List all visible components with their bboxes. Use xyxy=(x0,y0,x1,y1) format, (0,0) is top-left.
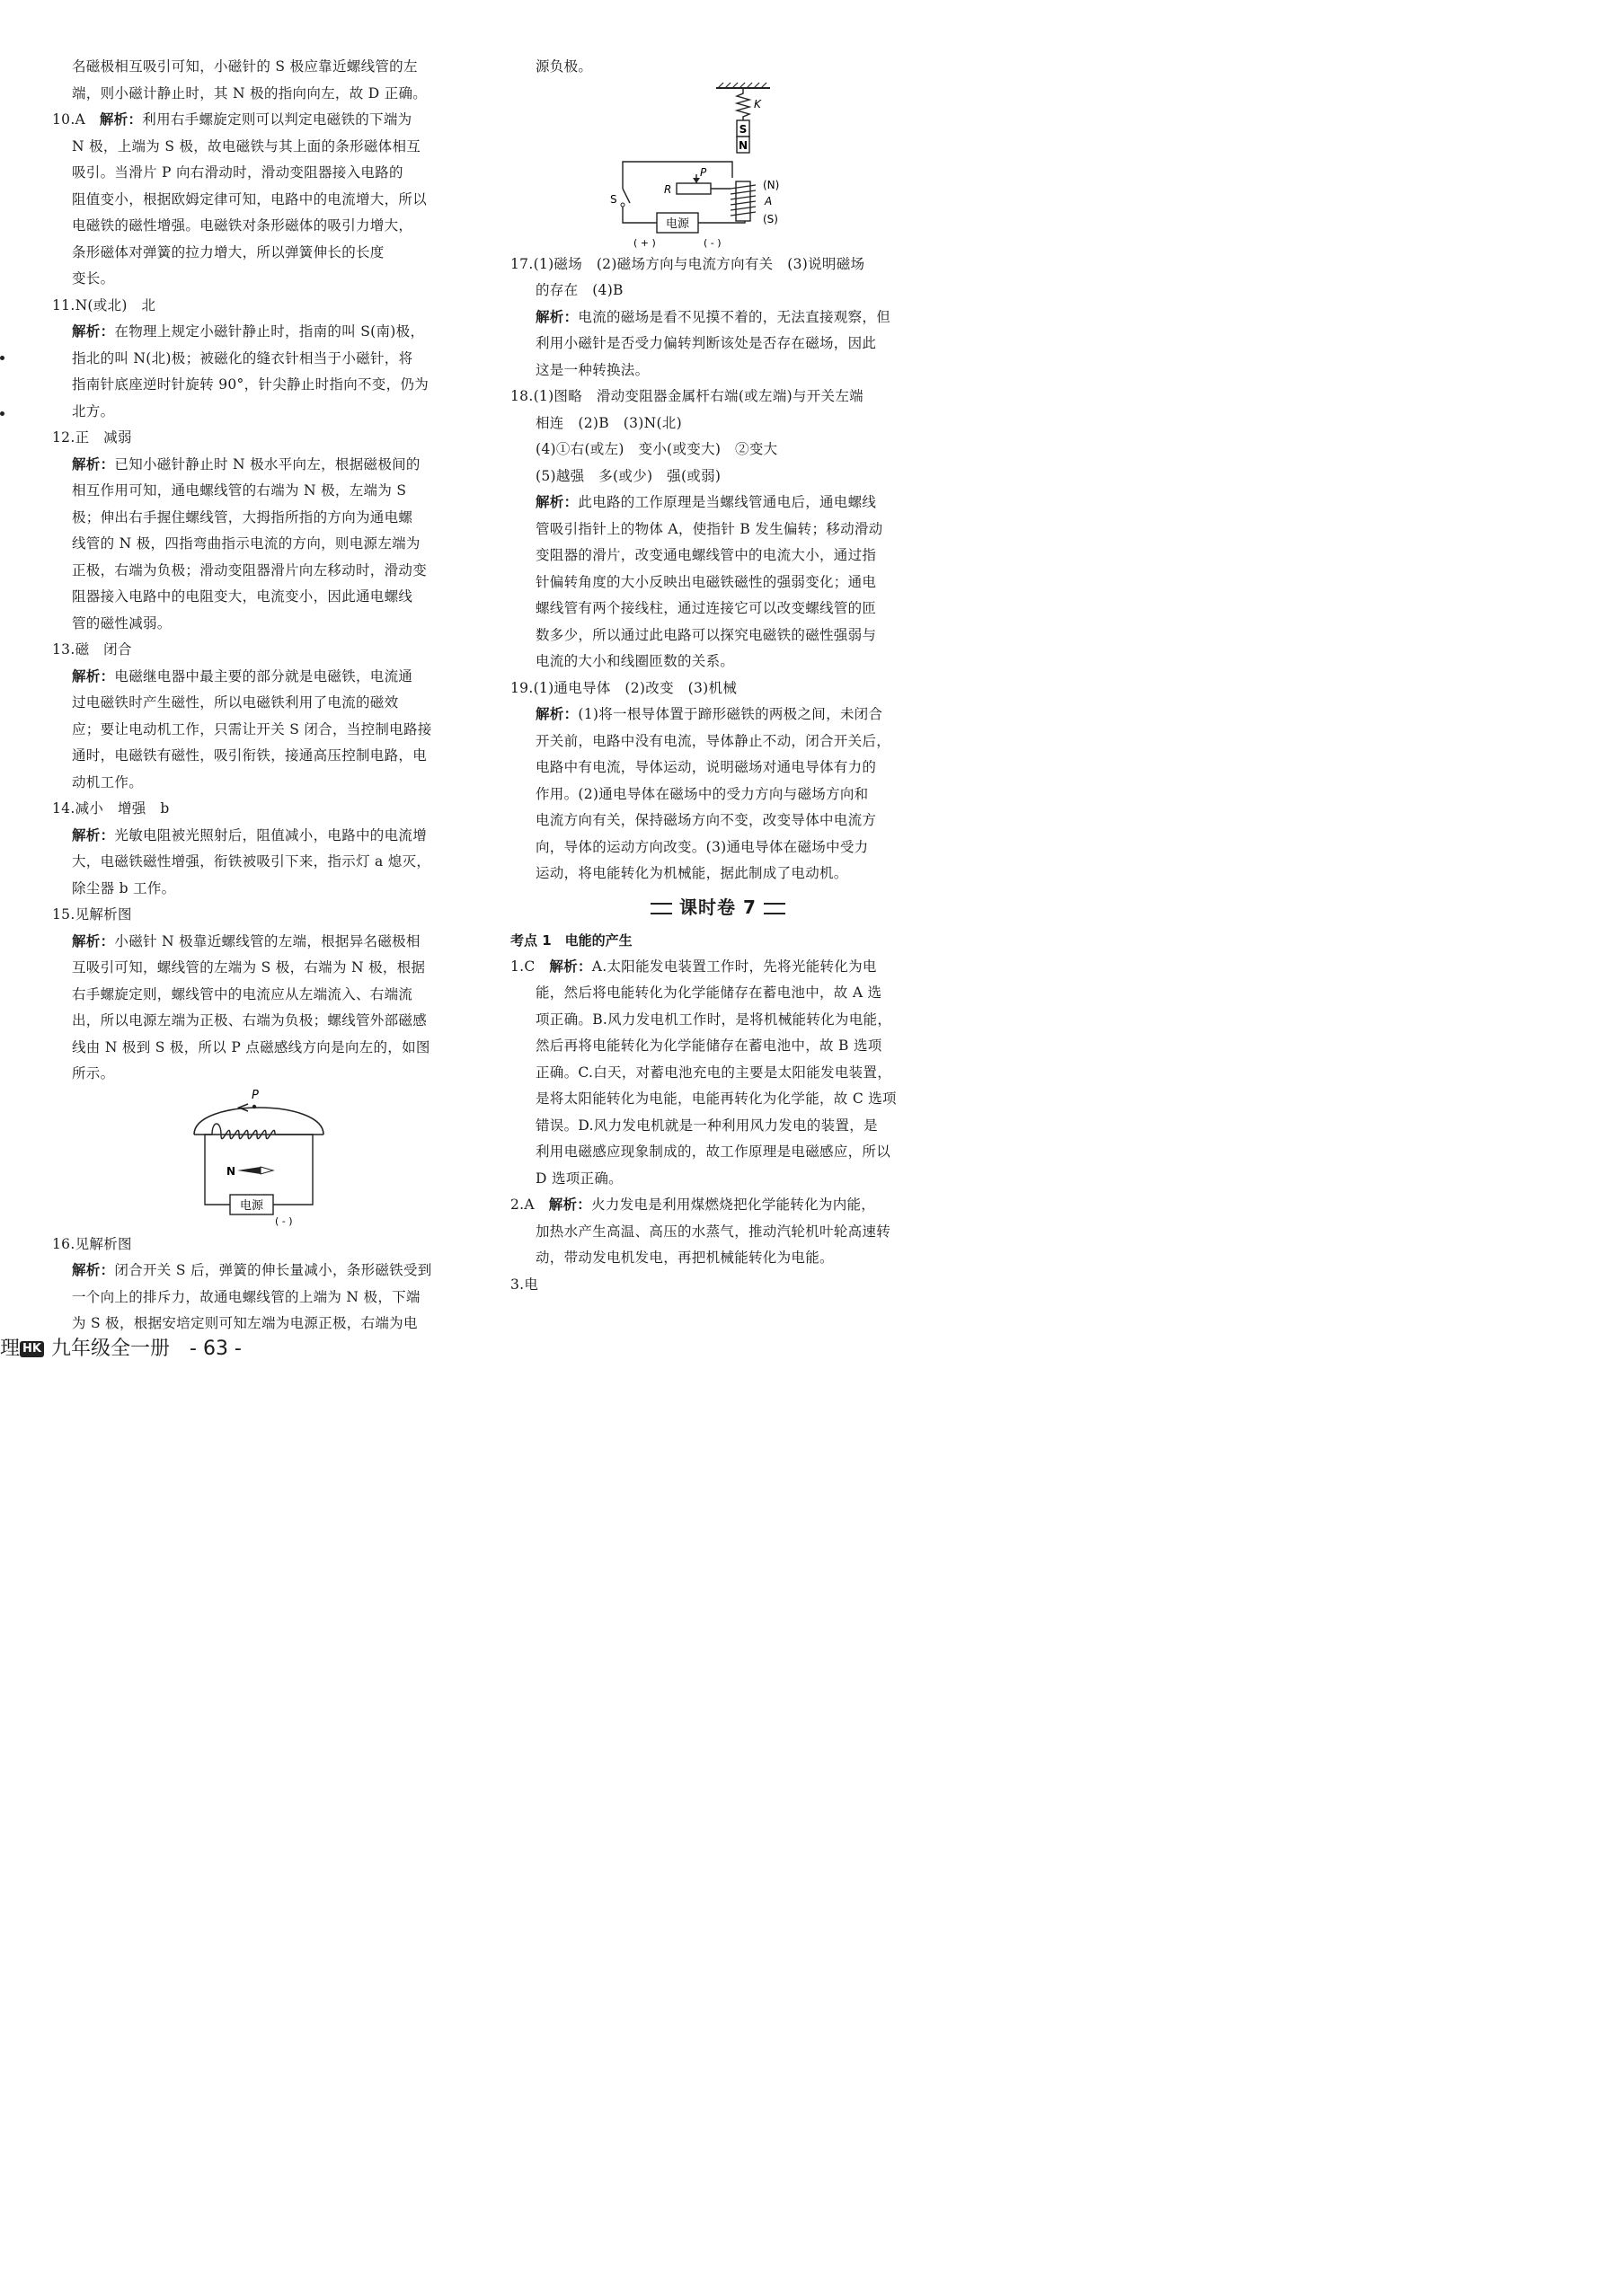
label-minus: ( - ) xyxy=(275,1214,293,1227)
text-line: 项正确。B.风力发电机工作时，是将机械能转化为电能， xyxy=(536,1011,892,1028)
figure-15-solenoid-diagram xyxy=(187,1088,331,1232)
text-line: 利用电磁感应现象制成的，故工作原理是电磁感应，所以 xyxy=(536,1144,891,1160)
explanation-16: 解析：闭合开关 S 后，弹簧的伸长量减小，条形磁铁受到 xyxy=(72,1262,432,1278)
text-line: 相连 (2)B (3)N(北) xyxy=(536,414,682,431)
answer-1: 1.C 解析：A.太阳能发电装置工作时，先将光能转化为电 xyxy=(510,958,877,975)
label-magnet-s: S xyxy=(739,122,748,136)
subject-glyph: 理 xyxy=(0,1338,21,1360)
page-number: - 63 - xyxy=(190,1338,242,1360)
answer-10: 10.A 解析：利用右手螺旋定则可以判定电磁铁的下端为 xyxy=(52,111,412,128)
text-line: 线由 N 极到 S 极，所以 P 点磁感线方向是向左的，如图 xyxy=(72,1038,430,1055)
compass-needle-s xyxy=(261,1167,273,1174)
page-footer xyxy=(0,1331,242,1367)
switch-blade xyxy=(623,189,630,203)
text-line: 源负极。 xyxy=(536,58,593,75)
text-line: 动机工作。 xyxy=(72,773,144,790)
label-n: N xyxy=(226,1164,236,1178)
text-line: 电磁铁的磁性增强。电磁铁对条形磁体的吸引力增大， xyxy=(72,217,413,234)
label-k: K xyxy=(754,97,761,110)
section-title: 考点 1 电能的产生 xyxy=(510,932,633,949)
text-line: 针偏转角度的大小反映出电磁铁磁性的强弱变化；通电 xyxy=(536,573,877,590)
label-magnet-n: N xyxy=(738,138,748,152)
left-column xyxy=(52,54,465,1338)
text-line: 数多少，所以通过此电路可以探究电磁铁的磁性强弱与 xyxy=(536,626,877,643)
label-coil-n: (N) xyxy=(763,178,780,191)
field-line xyxy=(194,1108,323,1135)
answer-11: 11.N(或北) 北 xyxy=(52,296,156,313)
text-line: 能，然后将电能转化为化学能储存在蓄电池中，故 A 选 xyxy=(536,985,882,1001)
text-line: 然后再将电能转化为化学能储存在蓄电池中，故 B 选项 xyxy=(536,1038,882,1054)
text-line: (5)越强 多(或少) 强(或弱) xyxy=(536,467,722,484)
text-line: D 选项正确。 xyxy=(536,1170,623,1187)
text-line: 阻器接入电路中的电阻变大，电流变小，因此通电螺线 xyxy=(72,588,413,605)
slider-arrow xyxy=(693,178,700,183)
text-line: 互吸引可知，螺线管的左端为 S 极，右端为 N 极，根据 xyxy=(72,959,426,976)
rheostat xyxy=(677,183,711,194)
answer-2: 2.A 解析：火力发电是利用煤燃烧把化学能转化为内能， xyxy=(510,1197,876,1213)
text-line: 变长。 xyxy=(72,270,115,287)
text-line: 管吸引指针上的物体 A，使指针 B 发生偏转；移动滑动 xyxy=(536,520,883,537)
text-line: 过电磁铁时产生磁性，所以电磁铁利用了电流的磁效 xyxy=(72,694,399,711)
text-line: 的存在 (4)B xyxy=(536,282,624,298)
explanation-13: 解析：电磁继电器中最主要的部分就是电磁铁，电流通 xyxy=(72,667,413,684)
text-line: 正极，右端为负极；滑动变阻器滑片向左移动时，滑动变 xyxy=(72,561,428,578)
text-line: 所示。 xyxy=(72,1065,115,1082)
grade-label: 九年级全一册 xyxy=(50,1338,170,1360)
edition-badge: HK xyxy=(20,1341,44,1357)
text-line: 电路中有电流，导体运动，说明磁场对通电导体有力的 xyxy=(536,759,877,775)
coil xyxy=(212,1124,275,1139)
text-line: 螺线管有两个接线柱，通过连接它可以改变螺线管的匝 xyxy=(536,600,877,616)
answer-16: 16.见解析图 xyxy=(52,1235,132,1252)
text-line: 错误。D.风力发电机就是一种利用风力发电的装置，是 xyxy=(536,1117,878,1134)
text-line: 为 S 极，根据安培定则可知左端为电源正极，右端为电 xyxy=(72,1315,418,1331)
answer-18: 18.(1)图略 滑动变阻器金属杆右端(或左端)与开关左端 xyxy=(510,388,864,404)
text-line: 线管的 N 极，四指弯曲指示电流的方向，则电源左端为 xyxy=(72,535,421,552)
explanation-11: 解析：在物理上规定小磁针静止时，指南的叫 S(南)极， xyxy=(72,323,425,340)
text-line: 利用小磁针是否受力偏转判断该处是否存在磁场，因此 xyxy=(536,335,877,351)
margin-mark xyxy=(0,356,4,360)
compass-needle-n xyxy=(237,1167,261,1174)
figure-16-electromagnet-circuit xyxy=(610,81,826,252)
text-line: 阻值变小，根据欧姆定律可知，电路中的电流增大，所以 xyxy=(72,190,428,208)
text-line: 出，所以电源左端为正极、右端为负极；螺线管外部磁感 xyxy=(72,1012,428,1029)
title-ornament-right xyxy=(764,903,785,914)
answer-14: 14.减小 增强 b xyxy=(52,800,170,817)
explanation-14: 解析：光敏电阻被光照射后，阻值减小，电路中的电流增 xyxy=(72,826,428,843)
text-line: 向，导体的运动方向改变。(3)通电导体在磁场中受力 xyxy=(536,838,869,855)
answer-15: 15.见解析图 xyxy=(52,906,132,923)
explanation-19: 解析：(1)将一根导体置于蹄形磁铁的两极之间，未闭合 xyxy=(536,706,883,722)
text-line: 条形磁体对弹簧的拉力增大，所以弹簧伸长的长度 xyxy=(72,243,385,261)
text-line: 相互作用可知，通电螺线管的右端为 N 极，左端为 S xyxy=(72,482,407,499)
text-line: 运动，将电能转化为机械能，据此制成了电动机。 xyxy=(536,865,848,881)
text-line: (4)①右(或左) 变小(或变大) ②变大 xyxy=(536,441,778,457)
text-line: 大，电磁铁磁性增强，衔铁被吸引下来，指示灯 a 熄灭， xyxy=(72,853,431,870)
answer-12: 12.正 减弱 xyxy=(52,429,132,446)
answer-17: 17.(1)磁场 (2)磁场方向与电流方向有关 (3)说明磁场 xyxy=(510,255,865,272)
explanation-12: 解析：已知小磁针静止时 N 极水平向左，根据磁极间的 xyxy=(72,455,421,472)
label-power-source: 电源 xyxy=(239,1198,264,1213)
point-p xyxy=(252,1104,256,1108)
label-p: P xyxy=(252,1088,259,1102)
margin-mark xyxy=(0,411,4,416)
label-r: R xyxy=(664,182,672,196)
label-switch: S xyxy=(610,192,617,206)
switch-contact xyxy=(621,203,624,207)
text-line: 正确。C.白天，对蓄电池充电的主要是太阳能发电装置， xyxy=(536,1064,892,1081)
label-p: P xyxy=(700,165,707,179)
label-power-source: 电源 xyxy=(665,216,690,231)
explanation-15: 解析：小磁针 N 极靠近螺线管的左端，根据异名磁极相 xyxy=(72,932,421,949)
answer-19: 19.(1)通电导体 (2)改变 (3)机械 xyxy=(510,679,738,696)
text-line: 电流方向有关，保持磁场方向不变，改变导体中电流方 xyxy=(536,812,877,828)
label-minus: ( - ) xyxy=(704,236,722,249)
text-line: 应；要让电动机工作，只需让开关 S 闭合，当控制电路接 xyxy=(72,720,432,737)
text-line: 是将太阳能转化为电能，电能再转化为化学能，故 C 选项 xyxy=(536,1091,897,1107)
lesson-title: 课时卷 7 xyxy=(510,887,926,927)
text-line: 指南针底座逆时针旋转 90°，针尖静止时指向不变，仍为 xyxy=(72,376,430,393)
spring xyxy=(737,88,749,120)
label-plus: ( + ) xyxy=(633,236,656,249)
text-line: 极；伸出右手握住螺线管，大拇指所指的方向为通电螺 xyxy=(72,508,413,525)
text-line: 名磁极相互吸引可知，小磁针的 S 极应靠近螺线管的左 xyxy=(72,58,418,75)
text-line: 除尘器 b 工作。 xyxy=(72,879,176,896)
label-coil-s: (S) xyxy=(763,212,778,225)
explanation-17: 解析：电流的磁场是看不见摸不着的，无法直接观察，但 xyxy=(536,308,891,325)
text-line: 指北的叫 N(北)极；被磁化的缝衣针相当于小磁针，将 xyxy=(72,349,413,366)
wire-left xyxy=(623,205,657,223)
title-ornament-left xyxy=(651,903,672,914)
text-line: 北方。 xyxy=(72,402,115,419)
text-line: 吸引。当滑片 P 向右滑动时，滑动变阻器接入电路的 xyxy=(72,164,403,181)
wire-right xyxy=(273,1135,313,1205)
text-line: 变阻器的滑片，改变通电螺线管中的电流大小，通过指 xyxy=(536,547,877,563)
text-line: 这是一种转换法。 xyxy=(536,361,650,378)
label-coil-a: A xyxy=(765,194,773,208)
text-line: 端，则小磁计静止时，其 N 极的指向向左，故 D 正确。 xyxy=(72,84,428,102)
text-line: 开关前，电路中没有电流，导体静止不动，闭合开关后， xyxy=(536,732,891,749)
right-column xyxy=(510,54,926,1298)
text-line: 加热水产生高温、高压的水蒸气，推动汽轮机叶轮高速转 xyxy=(536,1223,891,1240)
text-line: 作用。(2)通电导体在磁场中的受力方向与磁场方向和 xyxy=(536,785,869,802)
answer-13: 13.磁 闭合 xyxy=(52,641,132,658)
text-line: 动，带动发电机发电，再把机械能转化为电能。 xyxy=(536,1250,834,1266)
text-line: 通时，电磁铁有磁性，吸引衔铁，接通高压控制电路，电 xyxy=(72,747,428,764)
text-line: N 极，上端为 S 极，故电磁铁与其上面的条形磁体相互 xyxy=(72,137,421,155)
answer-3: 3.电 xyxy=(510,1276,539,1293)
text-line: 右手螺旋定则，螺线管中的电流应从左端流入、右端流 xyxy=(72,985,413,1002)
text-line: 一个向上的排斥力，故通电螺线管的上端为 N 极，下端 xyxy=(72,1288,421,1305)
text-line: 电流的大小和线圈匝数的关系。 xyxy=(536,653,735,669)
text-line: 管的磁性减弱。 xyxy=(72,614,172,631)
explanation-18: 解析：此电路的工作原理是当螺线管通电后，通电螺线 xyxy=(536,494,877,510)
